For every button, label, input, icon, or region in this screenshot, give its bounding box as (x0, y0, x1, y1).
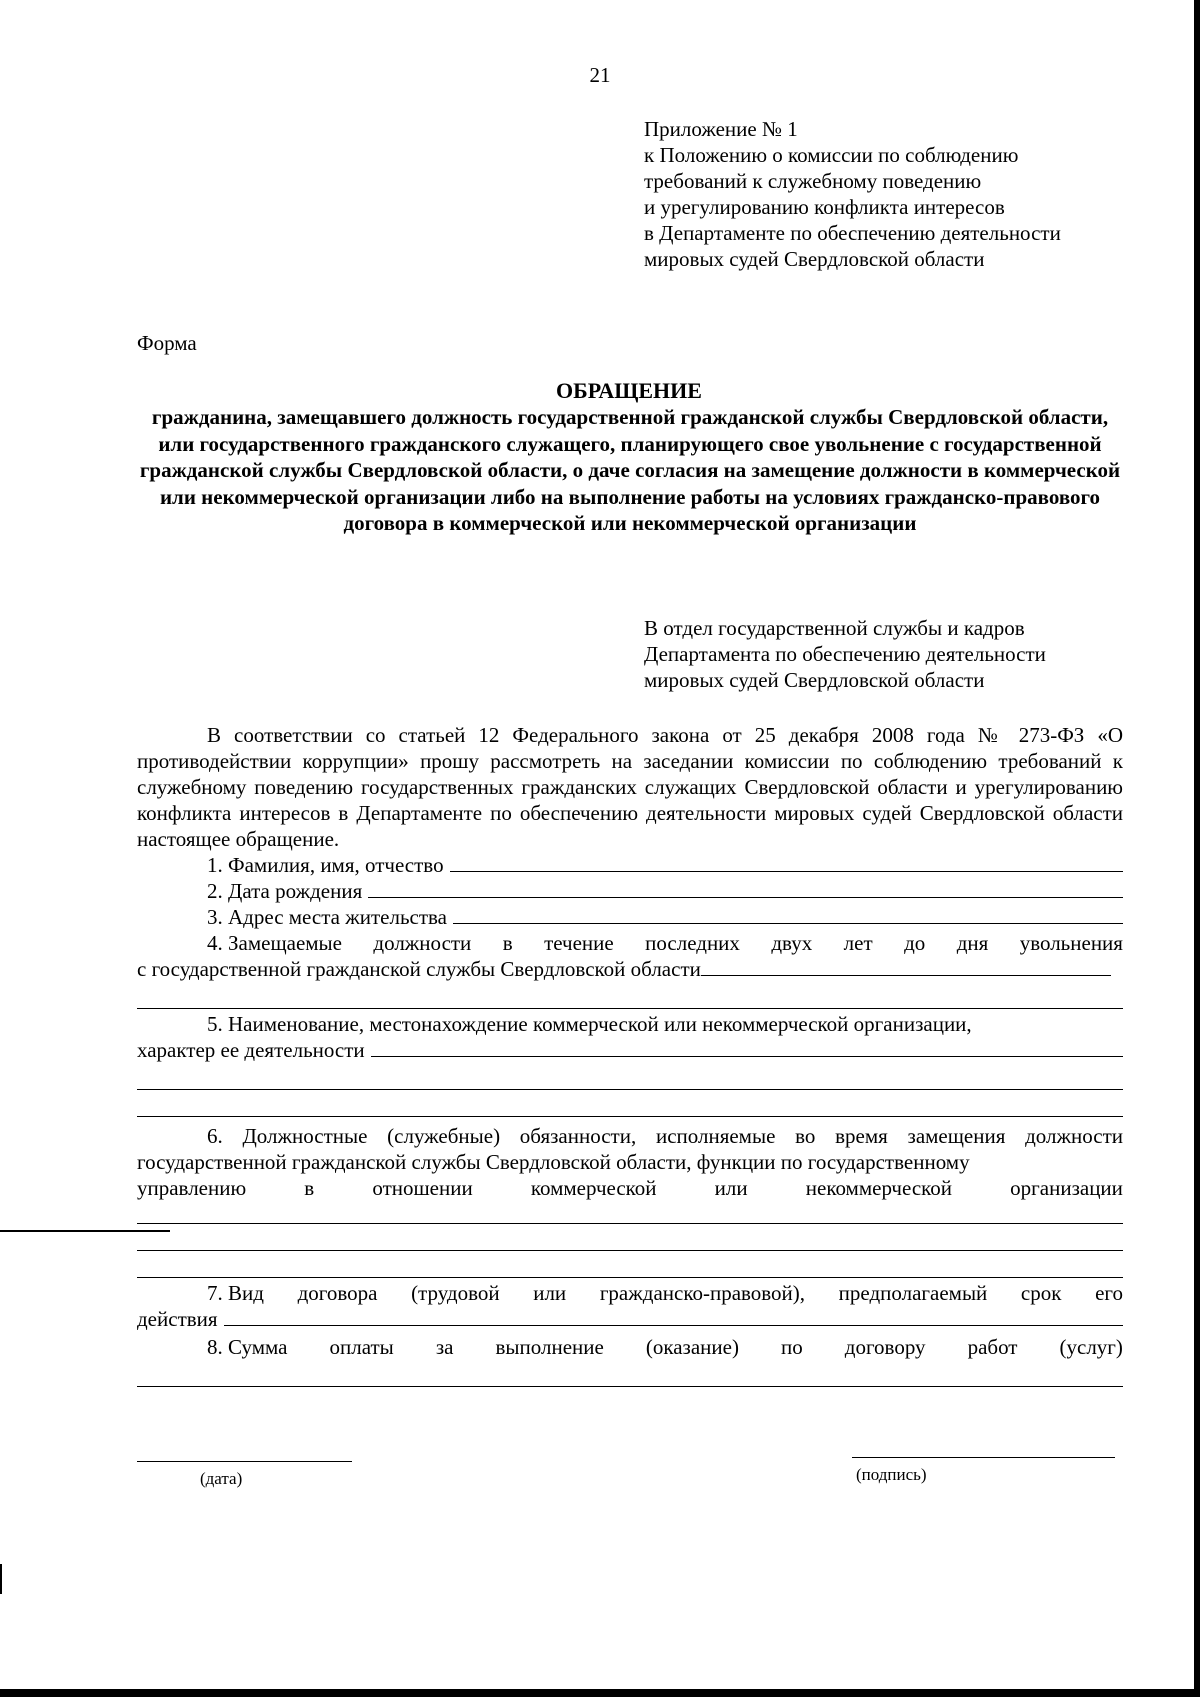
word: его (1095, 1281, 1123, 1305)
duties-blank-line[interactable] (137, 1251, 1123, 1278)
item-6-paragraph: 6. Должностные (служебные) обязанности, исполняемые во время замещения должности государственной гражданской службы Свердловской области, функции по государственному (137, 1124, 1123, 1174)
field-birth-date (137, 878, 1123, 904)
word: (трудовой (411, 1281, 500, 1305)
appendix-line: и урегулированию конфликта интересов (644, 195, 1005, 219)
field-label: действия (137, 1307, 218, 1331)
organization-blank[interactable] (371, 1038, 1123, 1057)
date-caption: (дата) (200, 1469, 243, 1488)
word: или (533, 1281, 567, 1305)
document-title: ОБРАЩЕНИЕ (556, 378, 702, 403)
word: 4. Замещаемые (207, 931, 342, 955)
word: предполагаемый (838, 1281, 988, 1305)
scan-artifact-line (0, 1230, 170, 1232)
appendix-line: мировых судей Свердловской области (644, 247, 985, 271)
item-4-line-2 (137, 956, 1123, 982)
scan-right-edge (1194, 0, 1200, 1697)
item-5-line-1 (137, 1011, 1123, 1037)
scan-bottom-edge (0, 1689, 1200, 1697)
word: гражданско-правовой), (599, 1281, 806, 1305)
word: должности (373, 931, 472, 955)
field-label: 1. Фамилия, имя, отчество (207, 853, 444, 877)
word: 8. Сумма (207, 1335, 288, 1359)
word: в (502, 931, 513, 955)
word: работ (967, 1335, 1018, 1359)
date-blank-line[interactable] (137, 1460, 352, 1462)
signature-blank-line[interactable] (852, 1456, 1115, 1458)
positions-blank-line[interactable] (137, 982, 1123, 1009)
appendix-line: Приложение № 1 (644, 117, 798, 141)
item-8-line-1 (137, 1334, 1123, 1360)
field-label: 5. Наименование, местонахождение коммерческой или некоммерческой организации, (207, 1012, 972, 1036)
payment-blank-line[interactable] (137, 1360, 1123, 1387)
word: оплаты (329, 1335, 394, 1359)
word: некоммерческой (805, 1176, 953, 1200)
field-full-name (137, 852, 1123, 878)
word: последних (645, 931, 740, 955)
appendix-line: к Положению о комиссии по соблюдению (644, 143, 1019, 167)
item-5-line-2 (137, 1037, 1123, 1063)
organization-blank-line[interactable] (137, 1090, 1123, 1117)
item-7-line-2 (137, 1306, 1123, 1332)
word: (услуг) (1059, 1335, 1123, 1359)
addressee-line: мировых судей Свердловской области (644, 668, 985, 692)
organization-blank-line[interactable] (137, 1063, 1123, 1090)
word: в (304, 1176, 315, 1200)
field-label: 2. Дата рождения (207, 879, 363, 903)
positions-blank[interactable] (701, 957, 1111, 976)
addressee-block (644, 615, 1164, 693)
page-number: 21 (589, 63, 611, 87)
word: до (904, 931, 926, 955)
field-label: 3. Адрес места жительства (207, 905, 447, 929)
full-name-blank[interactable] (450, 853, 1123, 872)
word: двух (771, 931, 813, 955)
duties-blank-line[interactable] (137, 1201, 1123, 1224)
word: течение (544, 931, 614, 955)
form-body (137, 722, 1123, 1387)
addressee-line: В отдел государственной службы и кадров (644, 616, 1025, 640)
scan-artifact-mark (0, 1564, 2, 1594)
birth-date-blank[interactable] (368, 879, 1123, 898)
appendix-line: требований к служебному поведению (644, 169, 982, 193)
word: (оказание) (645, 1335, 739, 1359)
word: договору (844, 1335, 926, 1359)
field-address (137, 904, 1123, 930)
address-blank[interactable] (453, 905, 1123, 924)
word: отношении (372, 1176, 473, 1200)
word: лет (843, 931, 873, 955)
field-label: с государственной гражданской службы Свердловской области (137, 957, 701, 981)
word: организации (1010, 1176, 1123, 1200)
word: дня (956, 931, 989, 955)
word: увольнения (1019, 931, 1123, 955)
field-label: характер ее деятельности (137, 1038, 365, 1062)
appendix-block (644, 116, 1164, 272)
word: по (780, 1335, 803, 1359)
appendix-line: в Департаменте по обеспечению деятельности (644, 221, 1061, 245)
item-7-line-1 (137, 1280, 1123, 1306)
word: за (435, 1335, 454, 1359)
word: договора (297, 1281, 378, 1305)
word: выполнение (495, 1335, 604, 1359)
document-subtitle: гражданина, замещавшего должность государственной гражданской службы Свердловской области, или государственного гражданского служащего, планирующего свое увольнение с государственной гражданской службы Свердловской области, о даче согласия на замещение должности в коммерческой или некоммерческой организации либо на выполнение работы на условиях гражданско-правового договора в коммерческой или некоммерческой организации (139, 405, 1121, 535)
intro-paragraph: В соответствии со статьей 12 Федерального закона от 25 декабря 2008 года № 273-ФЗ «О противодействии коррупции» прошу рассмотреть на заседании комиссии по соблюдению требований к служебному поведению государственных гражданских служащих Свердловской области и урегулированию конфликта интересов в Департаменте по обеспечению деятельности мировых судей Свердловской области настоящее обращение. (137, 723, 1123, 851)
item-6-last-line (137, 1175, 1123, 1201)
signature-caption: (подпись) (856, 1465, 927, 1484)
word: коммерческой (530, 1176, 657, 1200)
word: или (714, 1176, 748, 1200)
word: срок (1020, 1281, 1062, 1305)
word: 7. Вид (207, 1281, 264, 1305)
word: управлению (137, 1176, 247, 1200)
contract-type-blank[interactable] (224, 1307, 1123, 1326)
form-label: Форма (137, 331, 197, 355)
item-4-line-1 (137, 930, 1123, 956)
addressee-line: Департамента по обеспечению деятельности (644, 642, 1046, 666)
duties-blank-line[interactable] (137, 1224, 1123, 1251)
